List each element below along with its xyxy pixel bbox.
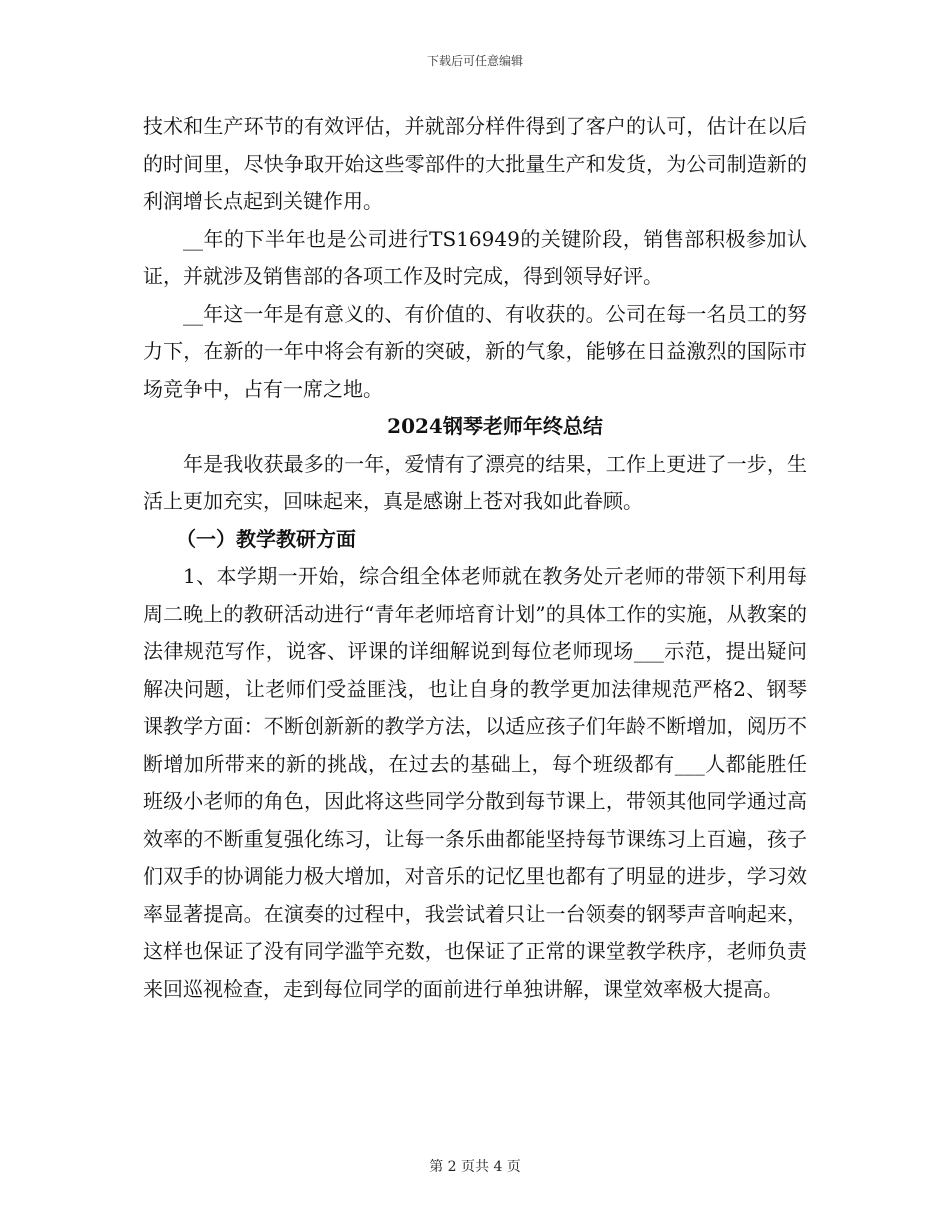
- paragraph-year-summary: __年这一年是有意义的、有价值的、有收获的。公司在每一名员工的努力下，在新的一年中将会有新的突破，新的气象，能够在日益激烈的国际市场竞争中，占有一席之地。: [143, 301, 807, 401]
- paragraph-continuation: 技术和生产环节的有效评估，并就部分样件得到了客户的认可，估计在以后的时间里，尽快争取开始这些零部件的大批量生产和发货，为公司制造新的利润增长点起到关键作用。: [143, 114, 807, 213]
- paragraph-teaching: 1、本学期一开始，综合组全体老师就在教务处亓老师的带领下利用每周二晚上的教研活动进行“青年老师培育计划”的具体工作的实施，从教案的法律规范写作，说客、评课的详细解说到每位老师现场___示范，提出疑问解决问题，让老师们受益匪浅，也让自身的教学更加法律规范严格2、钢琴课教学方面：不断创新新的教学方法，以适应孩子们年龄不断增加，阅历不断增加所带来的新的挑战，在过去的基础上，每个班级都有___人都能胜任班级小老师的角色，因此将这些同学分散到每节课上，带领其他同学通过高效率的不断重复强化练习，让每一条乐曲都能坚持每节课练习上百遍，孩子们双手的协调能力极大增加，对音乐的记忆里也都有了明显的进步，学习效率显著提高。在演奏的过程中，我尝试着只让一台领奏的钢琴声音响起来，这样也保证了没有同学滥竽充数，也保证了正常的课堂教学秩序，老师负责来回巡视检查，走到每位同学的面前进行单独讲解，课堂效率极大提高。: [143, 564, 807, 1001]
- document-body: [143, 108, 807, 1008]
- section-heading: （一）教学教研方面: [176, 526, 356, 551]
- document-title: 2024钢琴老师年终总结: [387, 414, 603, 438]
- paragraph-intro: 年是我收获最多的一年，爱情有了漂亮的结果，工作上更进了一步，生活上更加充实，回味起来，真是感谢上苍对我如此眷顾。: [143, 451, 807, 513]
- page-header: 下载后可任意编辑: [426, 54, 523, 68]
- paragraph-ts16949: __年的下半年也是公司进行TS16949的关键阶段，销售部积极参加认证，并就涉及销售部的各项工作及时完成，得到领导好评。: [143, 226, 807, 288]
- page-footer: 第 2 页共 4 页: [429, 1159, 521, 1175]
